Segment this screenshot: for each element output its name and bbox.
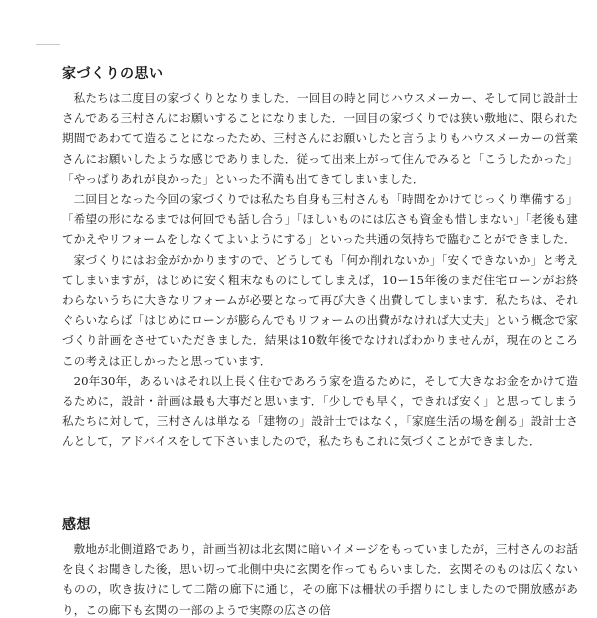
- section-ie-zukuri-no-omoi: [62, 64, 578, 452]
- paragraph: 二回目となった今回の家づくりでは私たち自身も三村さんも「時間をかけてじっくり準備する」「希望の形になるまでは何回でも話し合う」「ほしいものには広さも資金も惜しまない」「老後も建てかえやリフォームをしなくてよいようにする」といった共通の気持ちで臨むことができました．: [62, 192, 578, 247]
- paragraph: 敷地が北側道路であり，計画当初は北玄関に暗いイメージをもっていましたが，三村さんのお話を良くお聞きした後，思い切って北側中央に玄関を作ってもらいました．玄関そのものは広くないものの，吹き抜けにして二階の廊下に通じ，その廊下は柵状の手摺りにしましたので開放感があり，この廊下も玄関の一部のようで実際の広さの倍: [62, 542, 578, 617]
- paragraph: 私たちは二度目の家づくりとなりました．一回目の時と同じハウスメーカー、そして同じ設計士さんである三村さんにお願いすることになりました．一回目の家づくりでは狭い敷地に、限られた期間であわてて造ることになったため、三村さんにお願いしたと言うよりもハウスメーカーの営業さんにお願いしたような感じでありました．従って出来上がって住んでみると「こうしたかった」「やっぱりあれが良かった」といった不満も出てきてしまいました．: [62, 91, 578, 186]
- top-rule-mark: [36, 44, 60, 45]
- section-heading: 家づくりの思い: [62, 66, 164, 82]
- section-heading: 感想: [62, 517, 91, 533]
- paragraph: 家づくりにはお金がかかりますので、どうしても「何か削れないか」「安くできないか」と考えてしまいますが，はじめに安く粗末なものにしてしまえば，10ー15年後のまだ住宅ローンがお終わらないうちに大きなリフォームが必要となって再び大きく出費してしまいます．私たちは、それぐらいならば「はじめにローンが膨らんでもリフォームの出費がなければ大丈夫」という概念で家づくり計画をさせていただきました．結果は10数年後でなければわかりませんが，現在のところこの考えは正しかったと思っています．: [62, 252, 578, 368]
- paragraph: 20年30年，あるいはそれ以上長く住むであろう家を造るために，そして大きなお金をかけて造るために，設計・計画は最も大事だと思います．「少しでも早く，できれば安く」と思ってしまう私たちに対して，三村さんは単なる「建物の」設計士ではなく，「家庭生活の場を創る」設計士さんとして，アドバイスをして下さいましたので，私たちもこれに気づくことができました．: [62, 373, 578, 449]
- section-kansou: [62, 515, 578, 618]
